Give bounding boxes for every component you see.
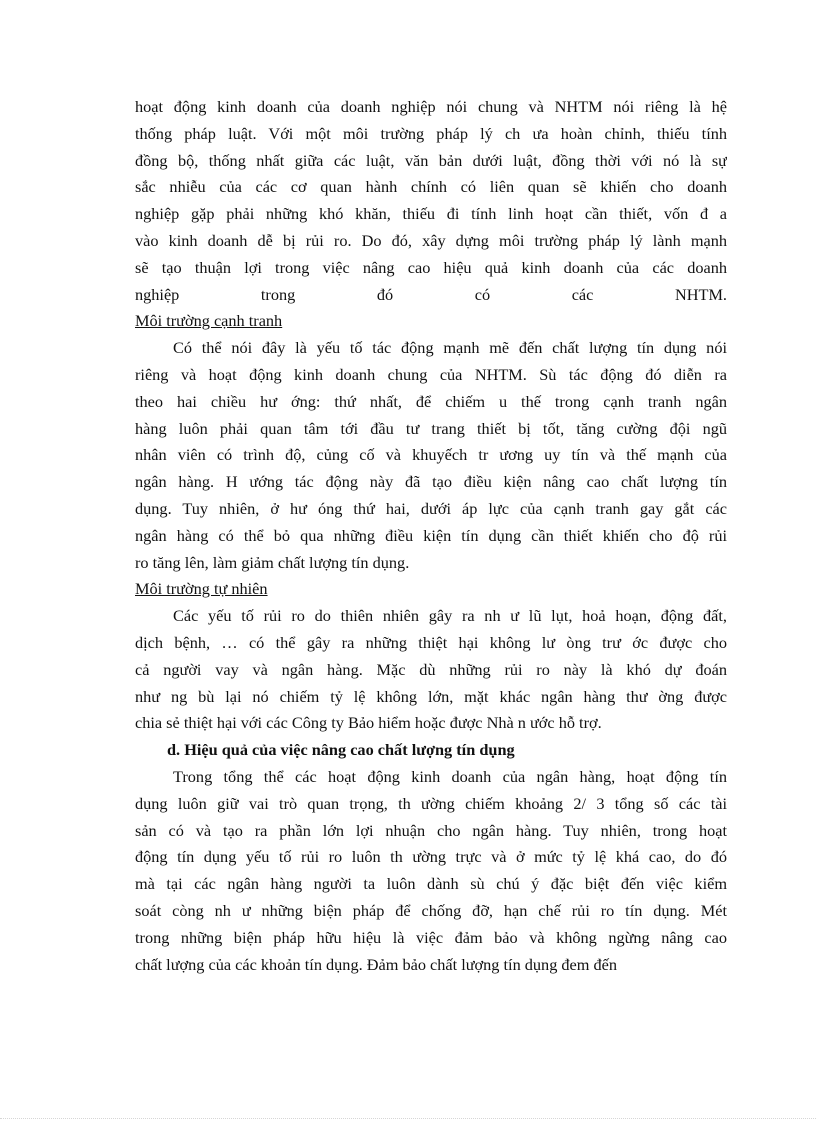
text-line: dịch bệnh, … có thể gây ra những thiệt hại không lư òng trư ớc được cho	[135, 632, 727, 652]
text-line: hoạt động kinh doanh của doanh nghiệp nói chung và NHTM nói riêng là hệ	[135, 97, 727, 116]
text-line: ngân hàng có thể bỏ qua những điều kiện tín dụng cần thiết khiến cho độ rủi	[135, 525, 727, 545]
text-line: theo hai chiều hư ớng: thứ nhất, để chiếm u thế trong cạnh tranh ngân	[135, 391, 727, 411]
subheading-natural-environment: Môi trường tự nhiên	[135, 579, 268, 599]
text-line: sản có và tạo ra phần lớn lợi nhuận cho ngân hàng. Tuy nhiên, trong hoạt	[135, 820, 727, 840]
text-line: ngân hàng. H ướng tác động này đã tạo điều kiện nâng cao chất lượng tín	[135, 472, 727, 492]
text-line: hàng luôn phải quan tâm tới đầu tư trang thiết bị tốt, tăng cường đội ngũ	[135, 418, 727, 438]
page-bottom-divider	[0, 1118, 816, 1119]
text-line: cả người vay và ngân hàng. Mặc dù những rủi ro này là khó dự đoán	[135, 659, 727, 679]
text-line: mà tại các ngân hàng người ta luôn dành sù chú ý đặc biệt đến việc kiểm	[135, 874, 727, 894]
text-line: nhân viên có trình độ, củng cố và khuyếch tr ương uy tín và thế mạnh của	[135, 445, 727, 465]
page-body	[135, 94, 727, 978]
text-line: ro tăng lên, làm giảm chất lượng tín dụng.	[135, 552, 410, 572]
text-line: Có thể nói đây là yếu tố tác động mạnh mẽ đến chất lượng tín dụng nói	[173, 338, 727, 358]
text-line: soát còng nh ư những biện pháp để chống đỡ, hạn chế rủi ro tín dụng. Mét	[135, 900, 727, 920]
text-line: vào kinh doanh dễ bị rủi ro. Do đó, xây dựng môi trường pháp lý lành mạnh	[135, 230, 727, 250]
text-line: chất lượng của các khoản tín dụng. Đảm bảo chất lượng tín dụng đem đến	[135, 954, 618, 974]
text-line: đồng bộ, thống nhất giữa các luật, văn bản dưới luật, đồng thời với nó là sự	[135, 150, 727, 170]
text-line: Các yếu tố rủi ro do thiên nhiên gây ra nh ư lũ lụt, hoả hoạn, động đất,	[173, 606, 727, 626]
text-line: dụng luôn giữ vai trò quan trọng, th ường chiếm khoảng 2/ 3 tổng số các tài	[135, 793, 727, 813]
text-line: Trong tổng thể các hoạt động kinh doanh của ngân hàng, hoạt động tín	[173, 766, 727, 786]
subheading-competitive-environment: Môi trường cạnh tranh	[135, 311, 283, 331]
text-line: riêng và hoạt động kinh doanh chung của NHTM. Sù tác động đó diễn ra	[135, 364, 727, 384]
text-line: chia sẻ thiệt hại với các Công ty Bảo hiểm hoặc được Nhà n ước hỗ trợ.	[135, 713, 602, 733]
text-line: nghiệp trong đó có các NHTM.	[135, 284, 727, 304]
text-line: dụng. Tuy nhiên, ở hư óng thứ hai, dưới áp lực của cạnh tranh gay gắt các	[135, 498, 727, 518]
text-line: nghiệp gặp phải những khó khăn, thiếu đi tính linh hoạt cần thiết, vốn đ a	[135, 204, 727, 224]
text-line: động tín dụng yếu tố rủi ro luôn th ường trực và ở mức tỷ lệ khá cao, do đó	[135, 847, 727, 867]
text-line: thống pháp luật. Với một môi trường pháp lý ch ưa hoàn chỉnh, thiếu tính	[135, 123, 727, 143]
section-heading-d: d. Hiệu quả của việc nâng cao chất lượng tín dụng	[167, 740, 515, 760]
text-line: sẽ tạo thuận lợi trong việc nâng cao hiệu quả kinh doanh của các doanh	[135, 257, 727, 277]
text-line: như ng bù lại nó chiếm tỷ lệ không lớn, mặt khác ngân hàng thư ờng được	[135, 686, 727, 706]
text-line: trong những biện pháp hữu hiệu là việc đảm bảo và không ngừng nâng cao	[135, 927, 727, 947]
text-line: sắc nhiễu của các cơ quan hành chính có liên quan sẽ khiến cho doanh	[135, 177, 727, 197]
